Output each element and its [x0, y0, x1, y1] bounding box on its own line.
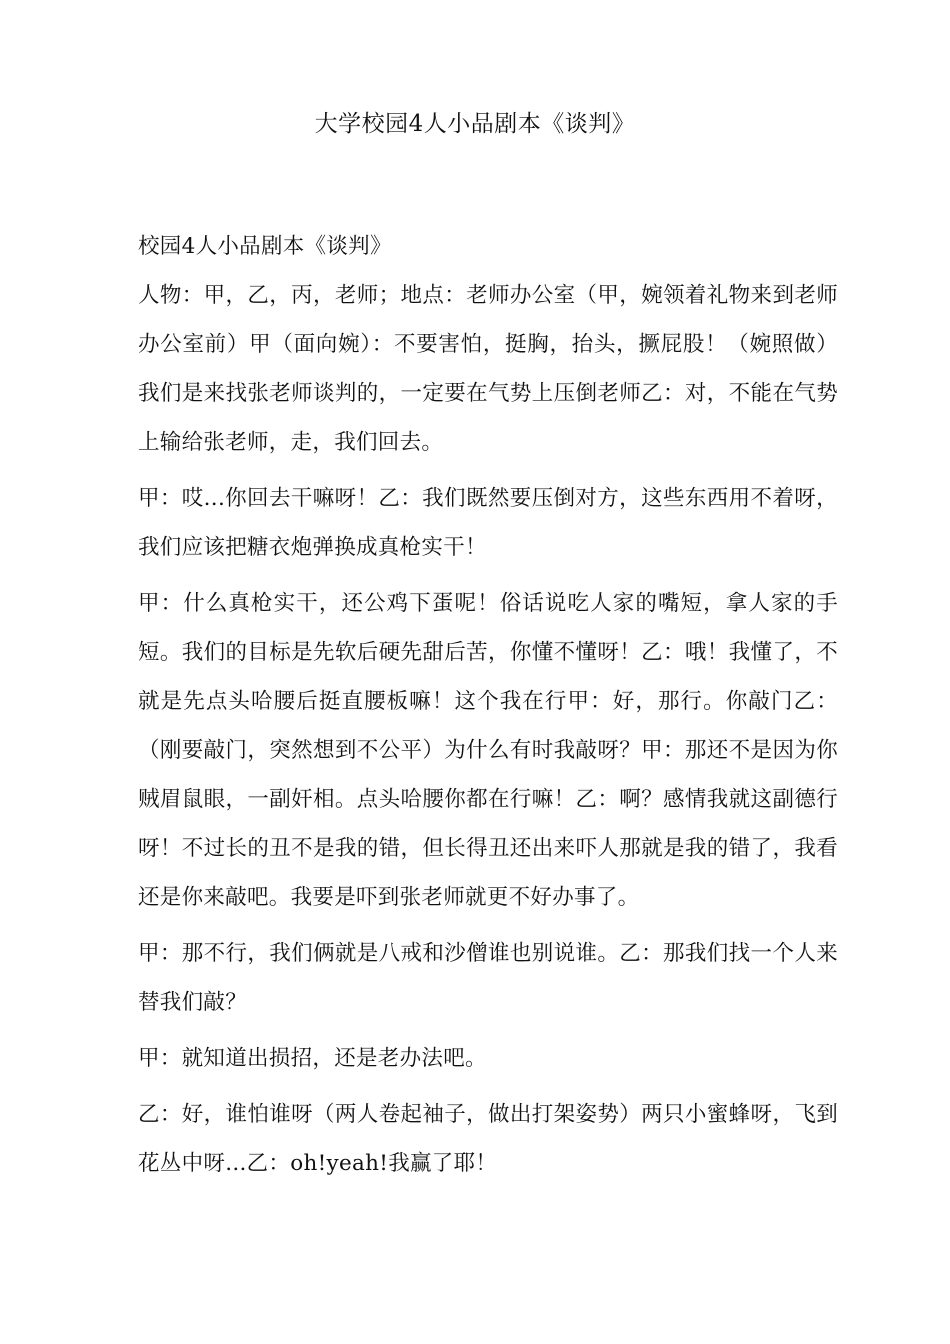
- paragraph-dialogue-4: 甲：就知道出损招，还是老办法吧。: [138, 1046, 487, 1071]
- paragraph-characters-setting: 人物：甲，乙，丙，老师；地点：老师办公室（甲，婉领着礼物来到老师办公室前）甲（面向婉）：不要害怕，挺胸，抬头，撅屁股！（婉照做）我们是来找张老师谈判的，一定要在气势上压倒老师乙：对，不能在气势上输给张老师，走，我们回去。: [138, 283, 838, 455]
- paragraph-dialogue-2: 甲：什么真枪实干，还公鸡下蛋呢！俗话说吃人家的嘴短，拿人家的手短。我们的目标是先软后硬先甜后苦，你懂不懂呀！乙：哦！我懂了，不就是先点头哈腰后挺直腰板嘛！这个我在行甲：好，那行。你敲门乙：（刚要敲门，突然想到不公平）为什么有时我敲呀？甲：那还不是因为你贼眉鼠眼，一副奸相。点头哈腰你都在行嘛！乙：啊？感情我就这副德行呀！不过长的丑不是我的错，但长得丑还出来吓人那就是我的错了，我看还是你来敲吧。我要是吓到张老师就更不好办事了。: [138, 591, 838, 910]
- paragraph-dialogue-5: 乙：好，谁怕谁呀（两人卷起袖子，做出打架姿势）两只小蜜蜂呀，飞到花丛中呀...乙：oh!yeah!我赢了耶！: [138, 1102, 838, 1176]
- script-subtitle: 校园4人小品剧本《谈判》: [138, 234, 392, 259]
- paragraph-dialogue-3: 甲：那不行，我们俩就是八戒和沙僧谁也别说谁。乙：那我们找一个人来替我们敲？: [138, 941, 838, 1015]
- document-body: [138, 222, 838, 1195]
- paragraph-dialogue-1: 甲：哎...你回去干嘛呀！乙：我们既然要压倒对方，这些东西用不着呀，我们应该把糖衣炮弹换成真枪实干！: [138, 486, 838, 560]
- document-title: 大学校园4人小品剧本《谈判》: [314, 111, 636, 137]
